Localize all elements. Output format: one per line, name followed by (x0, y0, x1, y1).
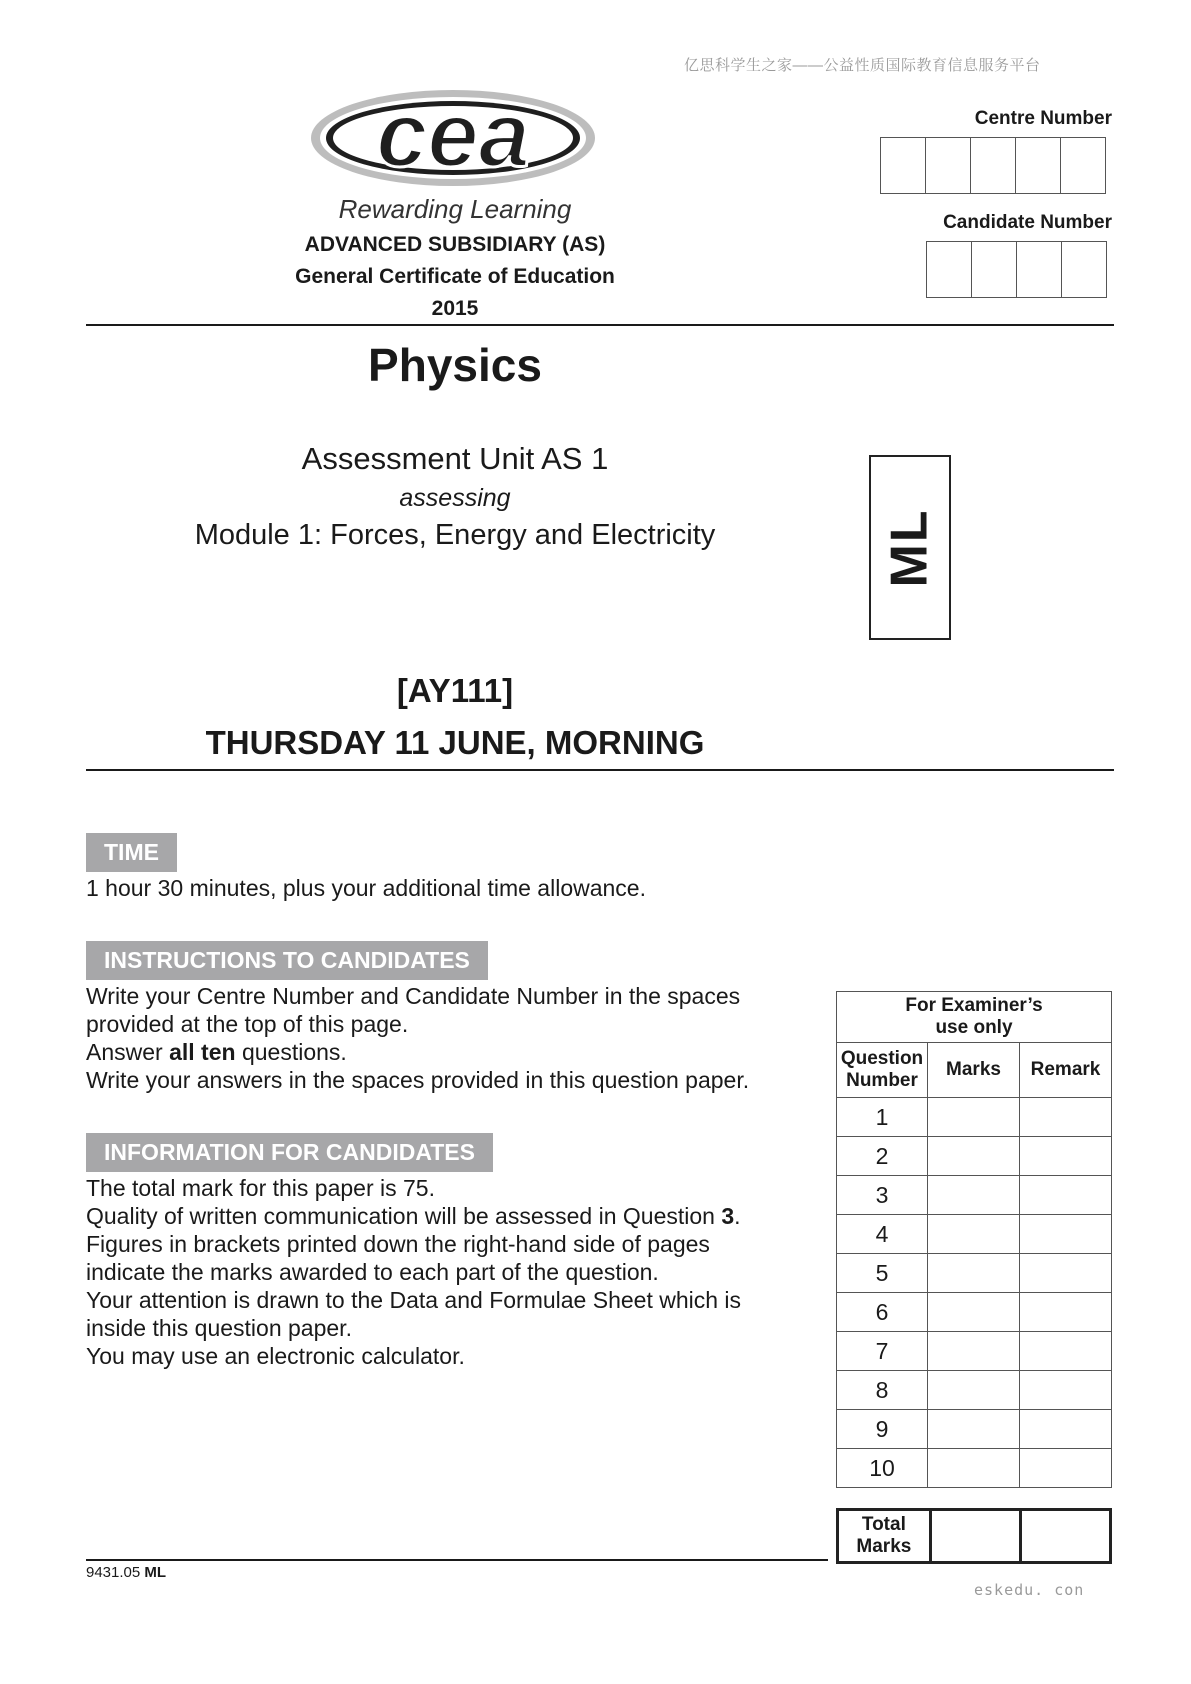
centre-number-digit[interactable] (971, 138, 1016, 193)
remark-cell[interactable] (1020, 1137, 1112, 1176)
certificate-title: General Certificate of Education (295, 265, 615, 288)
information-line: The total mark for this paper is 75. (86, 1175, 435, 1201)
question-number: 1 (837, 1098, 928, 1137)
marks-cell[interactable] (928, 1215, 1020, 1254)
question-number: 3 (837, 1176, 928, 1215)
total-marks-label: Total Marks (838, 1510, 931, 1563)
marks-cell[interactable] (928, 1254, 1020, 1293)
examiner-row (837, 1371, 1112, 1410)
watermark-top: 亿思科学生之家——公益性质国际教育信息服务平台 (684, 57, 1041, 74)
examiner-table (836, 991, 1112, 1488)
question-number: 4 (837, 1215, 928, 1254)
question-number: 10 (837, 1449, 928, 1488)
candidate-number-digit[interactable] (1017, 242, 1062, 297)
question-number: 8 (837, 1371, 928, 1410)
examiner-row (837, 1332, 1112, 1371)
question-number: 9 (837, 1410, 928, 1449)
information-text (86, 1174, 806, 1370)
marks-cell[interactable] (928, 1293, 1020, 1332)
title-divider (86, 769, 1114, 771)
candidate-number-boxes[interactable] (926, 241, 1107, 298)
time-text: 1 hour 30 minutes, plus your additional time allowance. (86, 875, 646, 901)
candidate-number-digit[interactable] (1062, 242, 1106, 297)
centre-number-boxes[interactable] (880, 137, 1106, 194)
marks-header: Marks (928, 1043, 1020, 1098)
information-line: Figures in brackets printed down the right-hand side of pages (86, 1231, 710, 1257)
footer-divider (86, 1559, 828, 1561)
exam-date: THURSDAY 11 JUNE, MORNING (205, 724, 705, 761)
logo-text: cea (376, 86, 530, 186)
cea-logo (308, 86, 598, 190)
marks-cell[interactable] (928, 1371, 1020, 1410)
time-heading: TIME (86, 833, 177, 872)
total-marks-cell[interactable] (930, 1510, 1020, 1563)
centre-number-digit[interactable] (881, 138, 926, 193)
question-number: 7 (837, 1332, 928, 1371)
qualification-title: ADVANCED SUBSIDIARY (AS) (304, 233, 606, 256)
marks-cell[interactable] (928, 1449, 1020, 1488)
watermark-bottom: eskedu. con (974, 1581, 1085, 1599)
paper-code: [AY111] (396, 672, 514, 709)
centre-number-digit[interactable] (926, 138, 971, 193)
information-line: inside this question paper. (86, 1315, 352, 1341)
remark-cell[interactable] (1020, 1332, 1112, 1371)
remark-cell[interactable] (1020, 1449, 1112, 1488)
marks-cell[interactable] (928, 1410, 1020, 1449)
examiner-row (837, 1410, 1112, 1449)
remark-cell[interactable] (1020, 1215, 1112, 1254)
instruction-line: Write your Centre Number and Candidate Number in the spaces (86, 983, 741, 1009)
instruction-line: provided at the top of this page. (86, 1011, 409, 1037)
remark-cell[interactable] (1020, 1293, 1112, 1332)
remark-cell[interactable] (1020, 1254, 1112, 1293)
centre-number-digit[interactable] (1016, 138, 1061, 193)
candidate-number-digit[interactable] (972, 242, 1017, 297)
marks-cell[interactable] (928, 1332, 1020, 1371)
exam-year: 2015 (431, 297, 479, 320)
information-line: indicate the marks awarded to each part of the question. (86, 1259, 659, 1285)
instructions-heading: INSTRUCTIONS TO CANDIDATES (86, 941, 488, 980)
information-line: Quality of written communication will be assessed in Question 3. (86, 1203, 741, 1229)
question-number: 5 (837, 1254, 928, 1293)
centre-number-label: Centre Number (974, 108, 1112, 129)
remark-cell[interactable] (1020, 1410, 1112, 1449)
assessing-label: assessing (399, 484, 511, 512)
question-number-header: Question Number (837, 1043, 928, 1098)
candidate-number-digit[interactable] (927, 242, 972, 297)
variant-label: ML (881, 507, 939, 588)
instructions-text (86, 982, 806, 1094)
footer-code: 9431.05 ML (86, 1564, 167, 1581)
candidate-number-label: Candidate Number (943, 212, 1112, 233)
variant-box (869, 455, 951, 640)
module-title: Module 1: Forces, Energy and Electricity (194, 519, 716, 551)
question-number: 2 (837, 1137, 928, 1176)
header-divider (86, 324, 1114, 326)
remark-cell[interactable] (1020, 1176, 1112, 1215)
information-line: Your attention is drawn to the Data and Formulae Sheet which is (86, 1287, 742, 1313)
subject-title: Physics (368, 339, 542, 391)
marks-cell[interactable] (928, 1098, 1020, 1137)
question-number: 6 (837, 1293, 928, 1332)
instruction-line: Answer all ten questions. (86, 1039, 347, 1065)
assessment-unit: Assessment Unit AS 1 (301, 441, 609, 476)
examiner-row (837, 1449, 1112, 1488)
examiner-row (837, 1176, 1112, 1215)
marks-cell[interactable] (928, 1176, 1020, 1215)
examiner-row (837, 1098, 1112, 1137)
instruction-line: Write your answers in the spaces provided in this question paper. (86, 1067, 750, 1093)
examiner-row (837, 1293, 1112, 1332)
total-remark-cell[interactable] (1020, 1510, 1110, 1563)
centre-number-digit[interactable] (1061, 138, 1105, 193)
marks-cell[interactable] (928, 1137, 1020, 1176)
examiner-table-caption: For Examiner’s use only (837, 992, 1112, 1043)
examiner-row (837, 1254, 1112, 1293)
examiner-row (837, 1137, 1112, 1176)
total-marks-table (836, 1508, 1112, 1564)
remark-cell[interactable] (1020, 1371, 1112, 1410)
remark-cell[interactable] (1020, 1098, 1112, 1137)
information-heading: INFORMATION FOR CANDIDATES (86, 1133, 493, 1172)
information-line: You may use an electronic calculator. (86, 1343, 465, 1369)
examiner-row (837, 1215, 1112, 1254)
remark-header: Remark (1020, 1043, 1112, 1098)
logo-tagline: Rewarding Learning (338, 194, 572, 224)
